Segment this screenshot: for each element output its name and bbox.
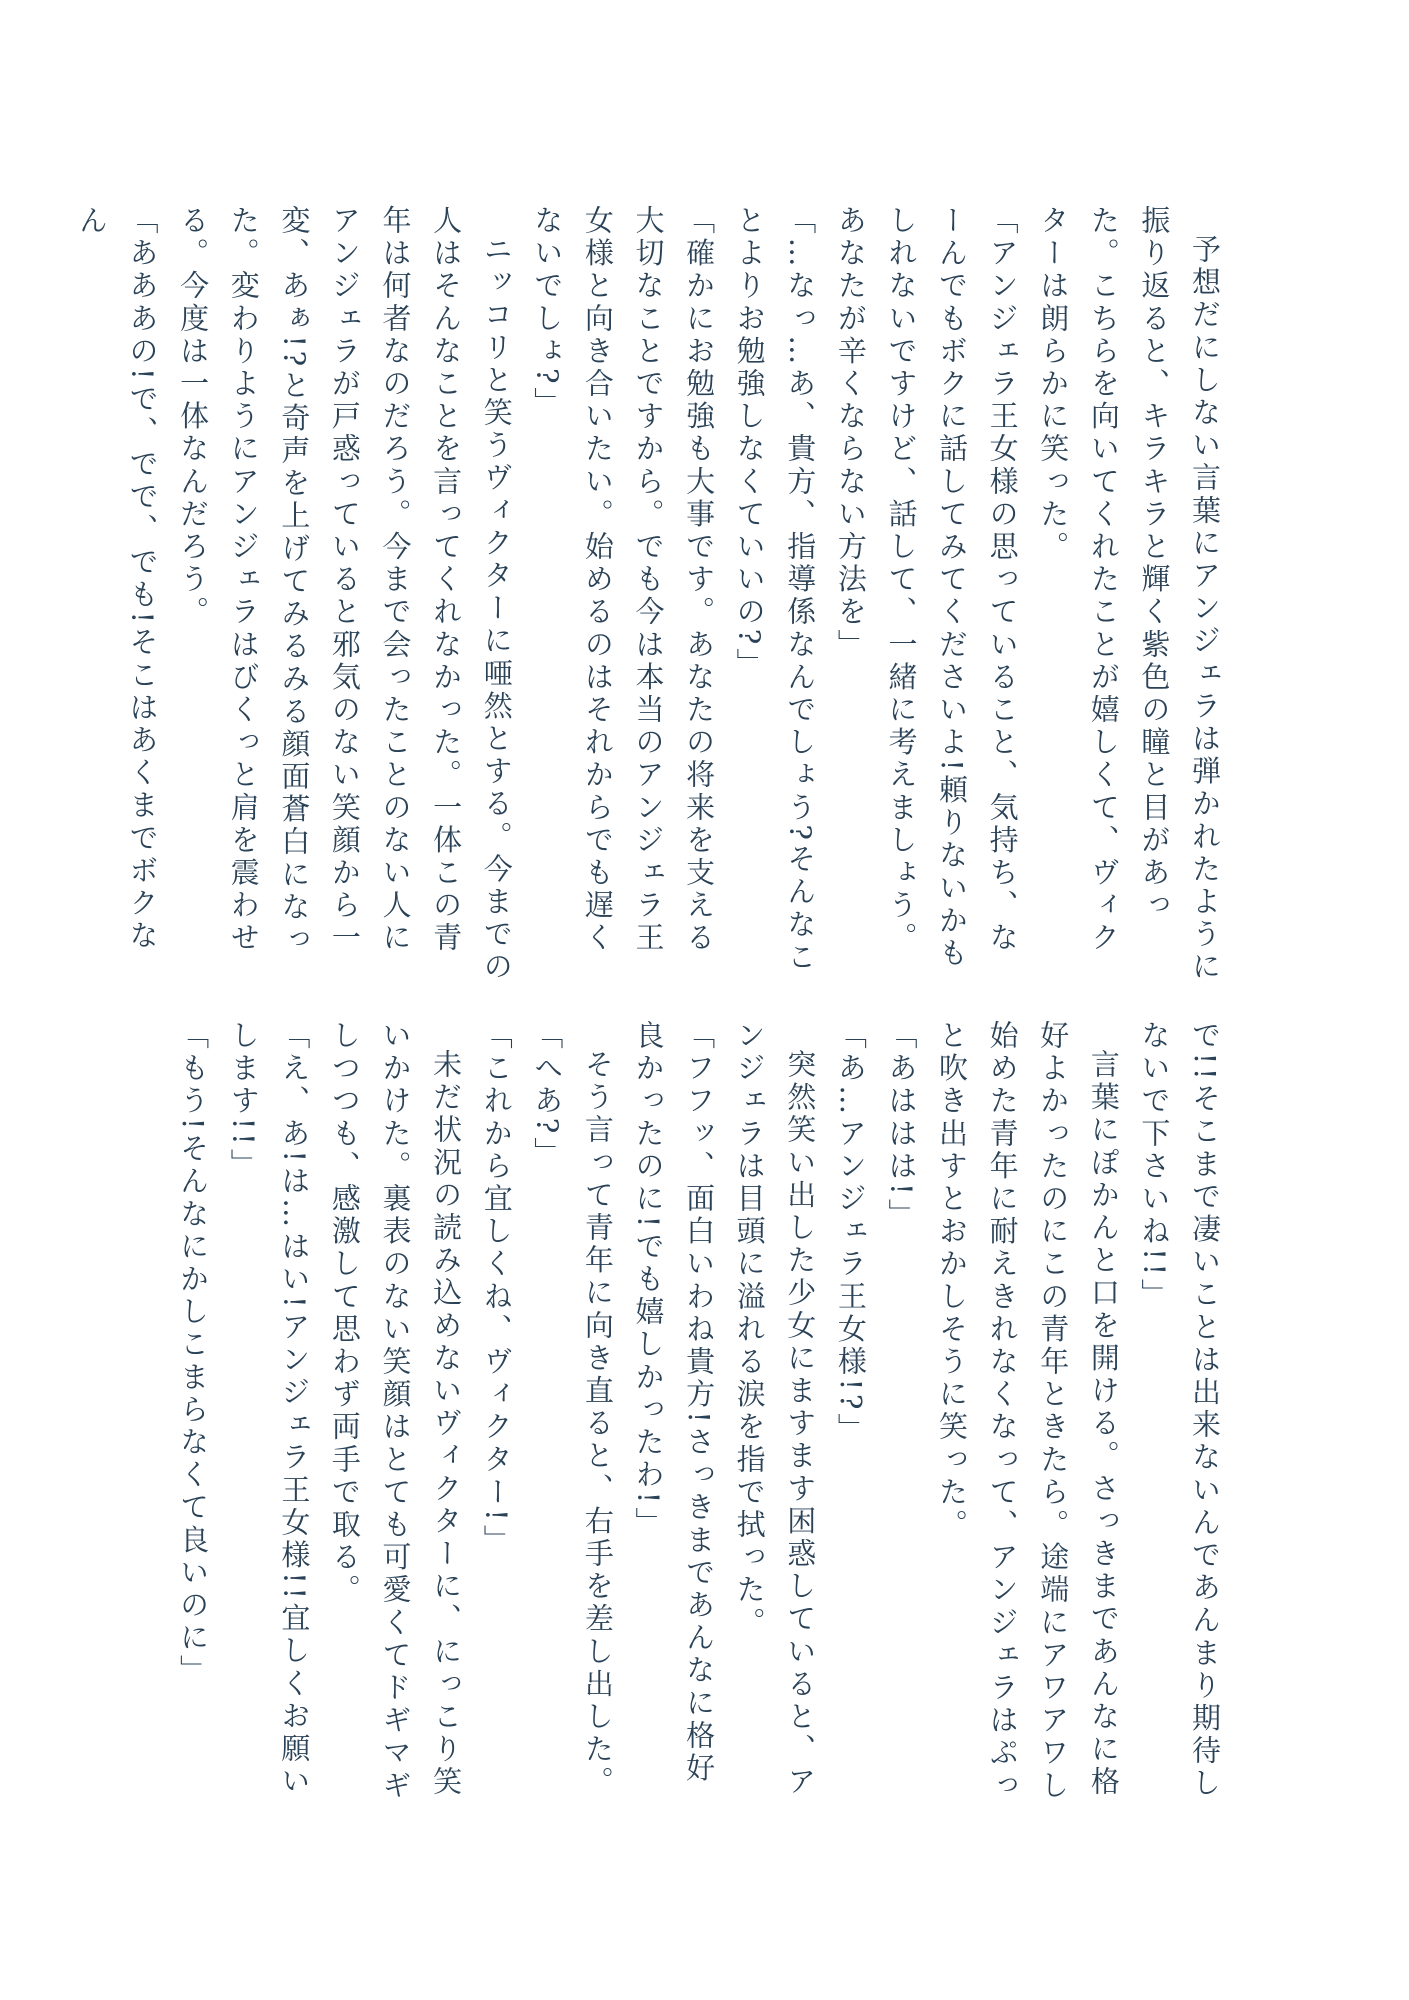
- paragraph: 「これから宜しくね、ヴィクター!」: [479, 1020, 514, 1557]
- upper-vertical-text: [74, 205, 1230, 985]
- upper-text-block: [74, 205, 1230, 985]
- paragraph: 「あははは!」: [884, 1020, 919, 1231]
- paragraph: 「あ…アンジェラ王女様!?」: [833, 1020, 868, 1446]
- paragraph: そう言って青年に向き直ると、右手を差し出した。: [580, 1049, 615, 1799]
- paragraph: 未だ状況の読み込めないヴィクターに、にっこり笑いかけた。裏表のない笑顔はとても可愛くてドギマギしつつも、感激して思わず両手で取る。: [327, 1020, 464, 1803]
- lower-text-block: [176, 1020, 1230, 1810]
- paragraph: 「フフッ、面白いわね貴方!さっきまであんなに格好良かったのに!でも嬉しかったわ!」: [631, 1020, 717, 1786]
- paragraph: 「…なっ…あ、貴方、指導係なんでしょう?そんなことよりお勉強しなくていいの?」: [732, 205, 818, 974]
- paragraph: 突然笑い出した少女にますます困惑していると、アンジェラは目頭に溢れる涙を指で拭った。: [732, 1020, 818, 1799]
- lower-vertical-text: [176, 1020, 1230, 1810]
- paragraph: 予想だにしない言葉にアンジェラは弾かれたように振り返ると、キラキラと輝く紫色の瞳と目があった。こちらを向いてくれたことが嬉しくて、ヴィクターは朗らかに笑った。: [1036, 205, 1222, 984]
- paragraph: 「アンジェラ王女様の思っていること、気持ち、なーんでもボクに話してみてくださいよ!頼りないかもしれないですけど、話して、一緒に考えましょう。あなたが辛くならない方法を」: [833, 205, 1020, 971]
- paragraph: 「あああの!で、でで、でも!そこはあくまでボクなん: [74, 205, 160, 953]
- paragraph: ニッコリと笑うヴィクターに唖然とする。今までの人はそんなことを言ってくれなかった。一体この青年は何者なのだろう。今まで会ったことのない人にアンジェラが戸惑っていると邪気のない笑顔から一変、あぁ!?と奇声を上げてみるみる顔面蒼白になった。変わりようにアンジェラはびくっと肩を震わせる。今度は一体なんだろう。: [176, 205, 514, 984]
- paragraph: 言葉にぽかんと口を開ける。さっきまであんなに格好よかったのにこの青年ときたら。途端にアワアワし始めた青年に耐えきれなくなって、アンジェラはぷっと吹き出すとおかしそうに笑った。: [935, 1020, 1121, 1803]
- paragraph: 「へあ?」: [530, 1020, 565, 1170]
- paragraph: 「もう!そんなにかしこまらなくて良いのに」: [176, 1020, 211, 1688]
- paragraph: で!!そこまで凄いことは出来ないんであんまり期待しないで下さいね!!」: [1137, 1020, 1222, 1801]
- paragraph: 「確かにお勉強も大事です。あなたの将来を支える大切なことですから。でも今は本当のアンジェラ王女様と向き合いたい。始めるのはそれからでも遅くないでしょ?」: [530, 205, 717, 955]
- paragraph: 「え、あ!は…はい!アンジェラ王女様!!宜しくお願いします!!」: [226, 1020, 312, 1799]
